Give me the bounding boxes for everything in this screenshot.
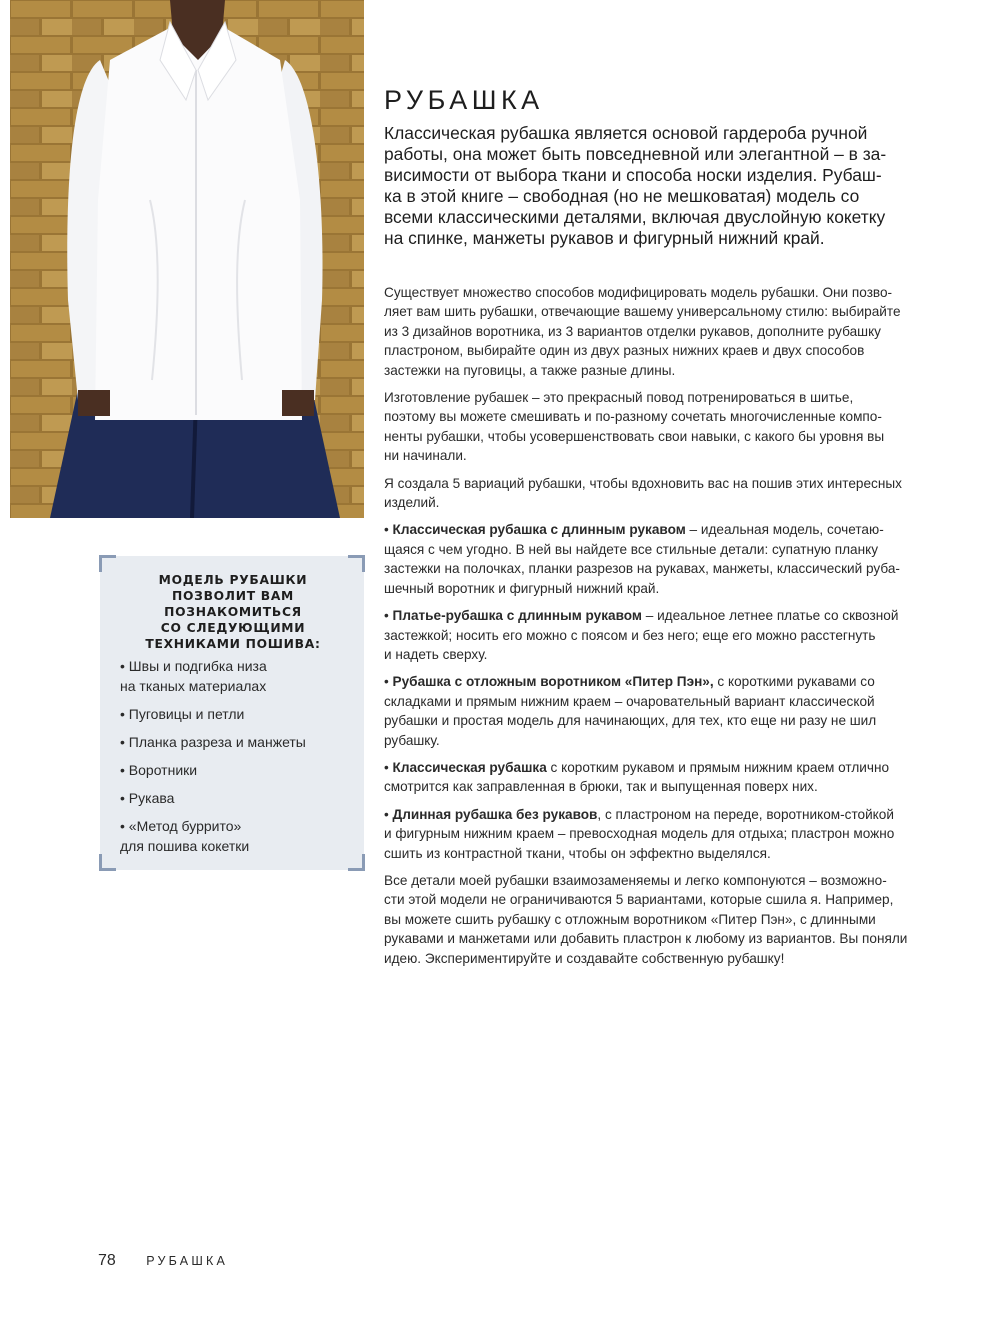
- bullet-item: • Рубашка с отложным воротником «Питер Пэн», с короткими рукавами со складками и прямым нижним краем – очаровательный вариант классической рубашки и простая модель для начинающих, для тех, кто еще ни разу не шил рубашку.: [384, 674, 877, 748]
- list-item: • Планка разреза и манжеты: [120, 732, 346, 752]
- paragraph: Изготовление рубашек – это прекрасный повод потренироваться в шитье, поэтому вы можете смешивать и по-разному сочетать многочисленные компо- ненты рубашки, чтобы усовершенствовать свои навыки, с какого бы уровня вы ни начинали.: [384, 390, 885, 464]
- bullet-item: • Классическая рубашка с коротким рукавом и прямым нижним краем отлично смотрится как заправленная в брюки, так и выпущенная поверх них.: [384, 759, 890, 795]
- box-title: МОДЕЛЬ РУБАШКИ ПОЗВОЛИТ ВАМ ПОЗНАКОМИТЬСЯ СО СЛЕДУЮЩИМИ ТЕХНИКАМИ ПОШИВА:: [145, 573, 321, 651]
- corner-decoration: [348, 555, 365, 572]
- lead-paragraph: Классическая рубашка является основой гардероба ручной работы, она может быть повседневной или элегантной – в за- висимости от выбора ткани и способа носки изделия. Рубаш- ка в этой книге – свободная (но не мешковатая) модель со всеми классическими деталями, включая двуслойную кокетку на спинке, манжеты рукавов и фигурный нижний край.: [384, 123, 887, 248]
- list-item: • Пуговицы и петли: [120, 704, 346, 724]
- page-footer: [98, 1252, 228, 1270]
- bullet-item: • Классическая рубашка с длинным рукавом – идеальная модель, сочетаю- щаяся с чем угодно. В ней вы найдете все стильные детали: супатную планку застежки на полочках, планки разрезов на рукавах, манжеты, классический руба- шечный воротник и фигурный нижний край.: [384, 522, 900, 596]
- techniques-list: [120, 656, 346, 856]
- corner-decoration: [348, 854, 365, 871]
- page-title: РУБАШКА: [384, 85, 544, 115]
- corner-decoration: [99, 555, 116, 572]
- main-column: [384, 82, 924, 976]
- shirt-model-photo: [10, 0, 364, 518]
- list-item: • Воротники: [120, 760, 346, 780]
- paragraph: Существует множество способов модифицировать модель рубашки. Они позво- ляет вам шить рубашки, отвечающие вашему универсальному стилю: выбирайте из 3 дизайнов воротника, из 3 вариантов отделки рукавов, дополните рубашку пластроном, выбирайте один из двух разных нижних краев и двух способов застежки на пуговицы, а также разные длины.: [384, 285, 901, 378]
- list-item: • «Метод буррито» для пошива кокетки: [120, 816, 346, 856]
- paragraph: Я создала 5 вариаций рубашки, чтобы вдохновить вас на пошив этих интересных изделий.: [384, 475, 902, 511]
- page-number: 78: [98, 1252, 116, 1269]
- list-item: • Швы и подгибка низа на тканых материалах: [120, 656, 346, 696]
- techniques-box: [100, 556, 364, 870]
- bullet-item: • Платье-рубашка с длинным рукавом – идеальное летнее платье со сквозной застежкой; носить его можно с поясом и без него; еще его можно расстегнуть и надеть сверху.: [384, 608, 899, 662]
- corner-decoration: [99, 854, 116, 871]
- paragraph: Все детали моей рубашки взаимозаменяемы и легко компонуются – возможно- сти этой модели не ограничиваются 5 вариантами, которые сшила я. Например, вы можете сшить рубашку с отложным воротником «Питер Пэн», с длинными рукавами и манжетами или добавить пластрон к любому из вариантов. Вы поняли идею. Экспериментируйте и создавайте собственную рубашку!: [384, 872, 908, 966]
- section-name: РУБАШКА: [146, 1254, 228, 1268]
- bullet-item: • Длинная рубашка без рукавов, с пластроном на переде, воротником-стойкой и фигурным нижним краем – превосходная модель для отдыха; пластрон можно сшить из контрастной ткани, чтобы он эффектно выделялся.: [384, 806, 895, 861]
- list-item: • Рукава: [120, 788, 346, 808]
